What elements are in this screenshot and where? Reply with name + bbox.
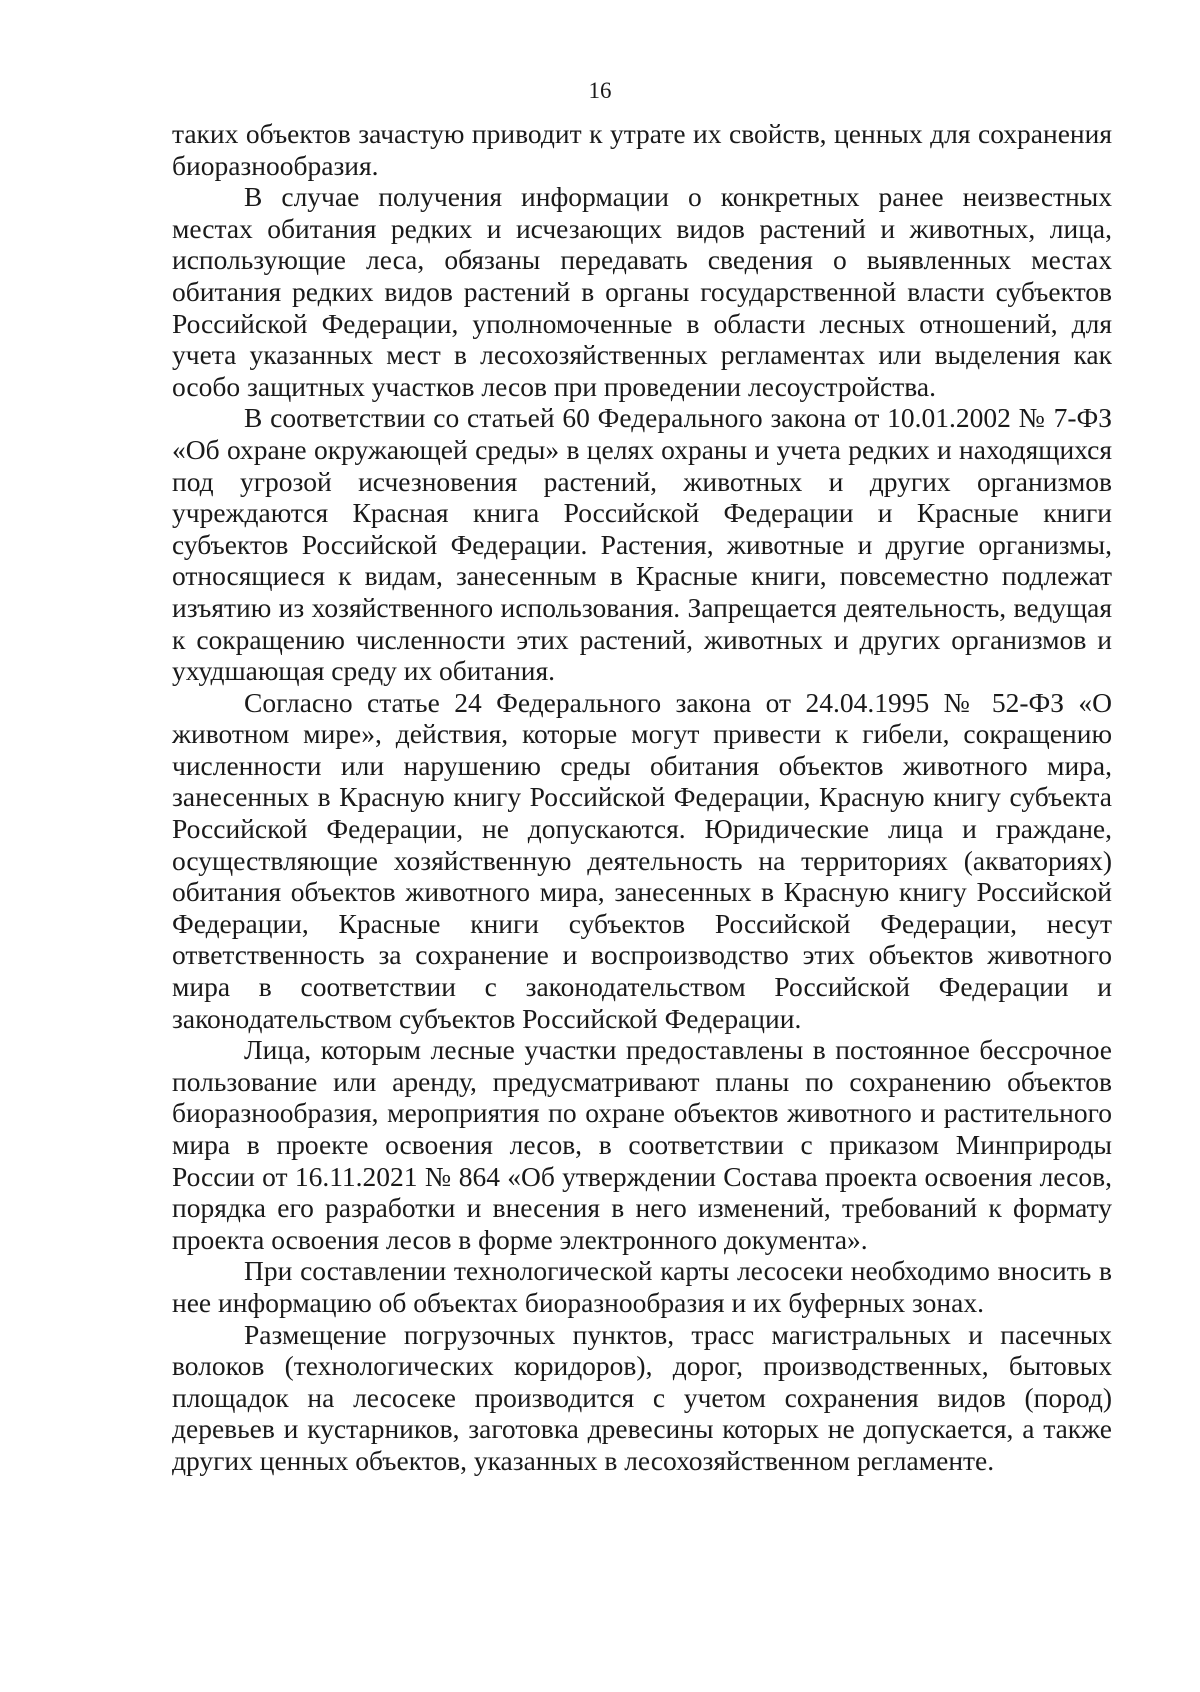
paragraph: В соответствии со статьей 60 Федерального закона от 10.01.2002 № 7-ФЗ «Об охране окружающей среды» в целях охраны и учета редких и находящихся под угрозой исчезновения растений, животных и других организмов учреждаются Красная книга Российской Федерации и Красные книги субъектов Российской Федерации. Растения, животные и другие организмы, относящиеся к видам, занесенным в Красные книги, повсеместно подлежат изъятию из хозяйственного использования. Запрещается деятельность, ведущая к сокращению численности этих растений, животных и других организмов и ухудшающая среду их обитания. <box>172 402 1112 687</box>
paragraph: В случае получения информации о конкретных ранее неизвестных местах обитания редких и исчезающих видов растений и животных, лица, использующие леса, обязаны передавать сведения о выявленных местах обитания редких видов растений в органы государственной власти субъектов Российской Федерации, уполномоченные в области лесных отношений, для учета указанных мест в лесохозяйственных регламентах или выделения как особо защитных участков лесов при проведении лесоустройства. <box>172 181 1112 402</box>
paragraph: Размещение погрузочных пунктов, трасс магистральных и пасечных волоков (технологических коридоров), дорог, производственных, бытовых площадок на лесосеке производится с учетом сохранения видов (пород) деревьев и кустарников, заготовка древесины которых не допускается, а также других ценных объектов, указанных в лесохозяйственном регламенте. <box>172 1318 1112 1476</box>
paragraph: Лица, которым лесные участки предоставлены в постоянное бессрочное пользование или аренду, предусматривают планы по сохранению объектов биоразнообразия, мероприятия по охране объектов животного и растительного мира в проекте освоения лесов, в соответствии с приказом Минприроды России от 16.11.2021 № 864 «Об утверждении Состава проекта освоения лесов, порядка его разработки и внесения в него изменений, требований к формату проекта освоения лесов в форме электронного документа». <box>172 1034 1112 1255</box>
paragraph: Согласно статье 24 Федерального закона от 24.04.1995 № 52-ФЗ «О животном мире», действия, которые могут привести к гибели, сокращению численности или нарушению среды обитания объектов животного мира, занесенных в Красную книгу Российской Федерации, Красную книгу субъекта Российской Федерации, не допускаются. Юридические лица и граждане, осуществляющие хозяйственную деятельность на территориях (акваториях) обитания объектов животного мира, занесенных в Красную книгу Российской Федерации, Красные книги субъектов Российской Федерации, несут ответственность за сохранение и воспроизводство этих объектов животного мира в соответствии с законодательством Российской Федерации и законодательством субъектов Российской Федерации. <box>172 686 1112 1034</box>
paragraph-continuation: таких объектов зачастую приводит к утрате их свойств, ценных для сохранения биоразнообразия. <box>172 118 1112 181</box>
paragraph: При составлении технологической карты лесосеки необходимо вносить в нее информацию об объектах биоразнообразия и их буферных зонах. <box>172 1255 1112 1318</box>
document-body <box>172 118 1112 1477</box>
page-number: 16 <box>588 78 612 103</box>
